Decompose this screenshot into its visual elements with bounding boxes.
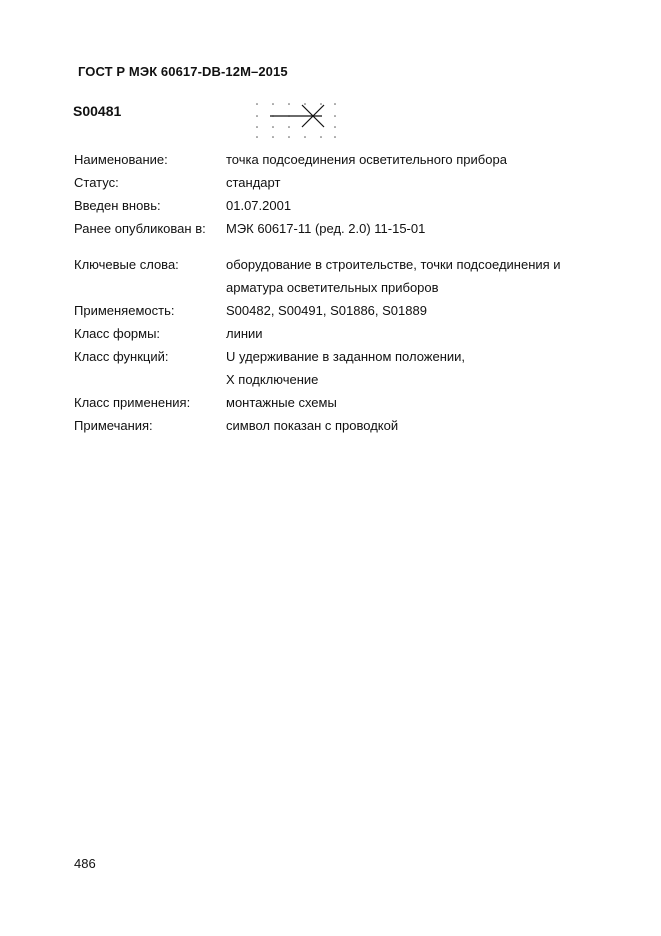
field-row-keywords-continued [74, 276, 594, 299]
field-value: арматура осветительных приборов [226, 280, 439, 295]
symbol-code: S00481 [73, 103, 122, 119]
field-label: Применяемость: [74, 303, 175, 318]
field-row-application-class [74, 391, 594, 414]
field-label: Примечания: [74, 418, 153, 433]
field-row-notes [74, 414, 594, 437]
field-value: U удерживание в заданном положении, [226, 349, 466, 364]
field-row-applicability [74, 299, 594, 322]
field-row-status [74, 171, 594, 194]
field-row-introduced [74, 194, 594, 217]
field-row-name [74, 148, 594, 171]
grid-dots [256, 103, 336, 138]
field-value: монтажные схемы [226, 395, 337, 410]
field-label [74, 368, 226, 391]
field-value: символ показан с проводкой [226, 418, 399, 433]
field-label [74, 276, 226, 299]
field-label: Наименование: [74, 152, 168, 167]
document-header: ГОСТ Р МЭК 60617-DB-12M–2015 [78, 64, 288, 79]
field-row-keywords [74, 253, 594, 276]
lighting-outlet-connection-icon [252, 99, 340, 139]
field-value: 01.07.2001 [226, 198, 292, 213]
field-value: стандарт [226, 175, 281, 190]
field-row-function-class-continued [74, 368, 594, 391]
field-label: Введен вновь: [74, 198, 161, 213]
field-label: Класс формы: [74, 326, 161, 341]
field-row-shape-class [74, 322, 594, 345]
field-value: оборудование в строительстве, точки подсоединения и [226, 257, 561, 272]
field-value: S00482, S00491, S01886, S01889 [226, 303, 427, 318]
field-label: Класс функций: [74, 349, 169, 364]
symbol-drawing [252, 99, 340, 139]
field-value: линии [226, 326, 263, 341]
field-value: МЭК 60617-11 (ред. 2.0) 11-15-01 [226, 221, 426, 236]
field-row-function-class [74, 345, 594, 368]
page-number: 486 [74, 856, 96, 871]
field-label: Класс применения: [74, 395, 191, 410]
field-row-previously-published [74, 217, 594, 240]
field-value: точка подсоединения осветительного прибора [226, 152, 507, 167]
field-label: Ранее опубликован в: [74, 221, 206, 236]
field-label: Статус: [74, 175, 119, 190]
field-value: X подключение [226, 372, 319, 387]
field-label: Ключевые слова: [74, 257, 179, 272]
properties-list [74, 148, 594, 437]
